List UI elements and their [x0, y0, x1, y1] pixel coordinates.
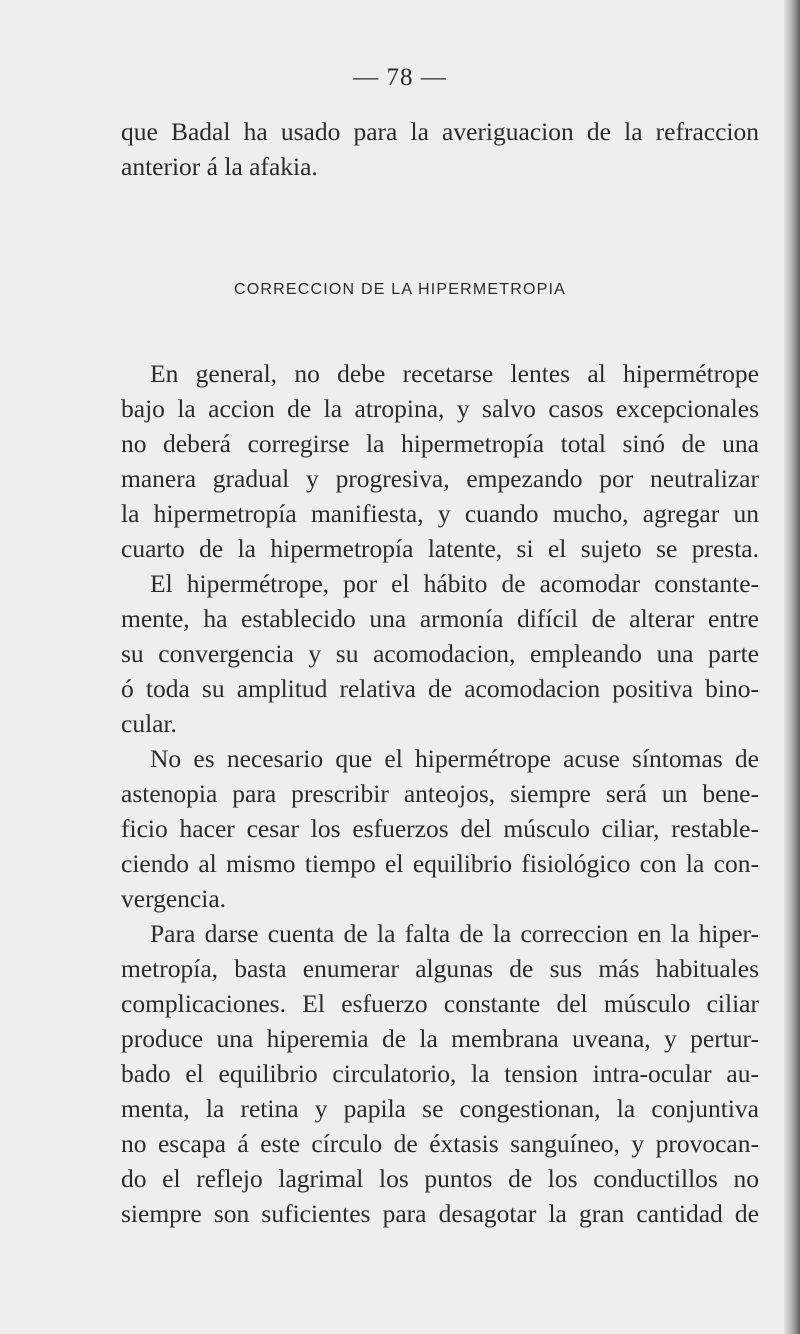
- body-line: cuarto de la hipermetropía latente, si el sujeto se presta.: [121, 534, 759, 563]
- body-line: ó toda su amplitud relativa de acomodacion positiva bino-: [121, 674, 759, 703]
- body-line: menta, la retina y papila se congestionan, la conjuntiva: [121, 1094, 759, 1123]
- section-heading: CORRECCION DE LA HIPERMETROPIA: [233, 281, 567, 298]
- body-line: bado el equilibrio circulatorio, la tension intra-ocular au-: [121, 1059, 759, 1088]
- body-line: siempre son suficientes para desagotar la gran cantidad de: [121, 1199, 759, 1228]
- body-line: no escapa á este círculo de éxtasis sanguíneo, y provocan-: [121, 1129, 759, 1158]
- body-line: complicaciones. El esfuerzo constante del músculo ciliar: [121, 989, 759, 1018]
- body-line: mente, ha establecido una armonía difícil de alterar entre: [121, 604, 759, 633]
- body-line: cular.: [121, 709, 177, 738]
- body-line: produce una hiperemia de la membrana uveana, y pertur-: [121, 1024, 759, 1053]
- body-line: bajo la accion de la atropina, y salvo casos excepcionales: [121, 394, 759, 423]
- body-line: su convergencia y su acomodacion, empleando una parte: [121, 639, 759, 668]
- body-line: ficio hacer cesar los esfuerzos del músculo ciliar, restable-: [121, 814, 759, 843]
- body-line: la hipermetropía manifiesta, y cuando mucho, agregar un: [121, 499, 759, 528]
- page-edge-shadow: [784, 0, 800, 1334]
- body-line: El hipermétrope, por el hábito de acomodar constante-: [150, 569, 759, 598]
- body-line: astenopia para prescribir anteojos, siempre será un bene-: [121, 779, 759, 808]
- body-line: Para darse cuenta de la falta de la correccion en la hiper-: [150, 919, 759, 948]
- body-line: manera gradual y progresiva, empezando por neutralizar: [121, 464, 759, 493]
- body-line: metropía, basta enumerar algunas de sus más habituales: [121, 954, 759, 983]
- body-line: ciendo al mismo tiempo el equilibrio fisiológico con la con-: [121, 849, 759, 878]
- intro-line: que Badal ha usado para la averiguacion de la refraccion: [121, 117, 759, 146]
- page-number: — 78 —: [353, 64, 447, 91]
- body-line: En general, no debe recetarse lentes al hipermétrope: [150, 359, 759, 388]
- intro-line: anterior á la afakia.: [121, 152, 318, 181]
- body-line: No es necesario que el hipermétrope acuse síntomas de: [150, 744, 759, 773]
- body-line: vergencia.: [121, 884, 227, 913]
- body-line: do el reflejo lagrimal los puntos de los conductillos no: [121, 1164, 759, 1193]
- body-line: no deberá corregirse la hipermetropía total sinó de una: [121, 429, 759, 458]
